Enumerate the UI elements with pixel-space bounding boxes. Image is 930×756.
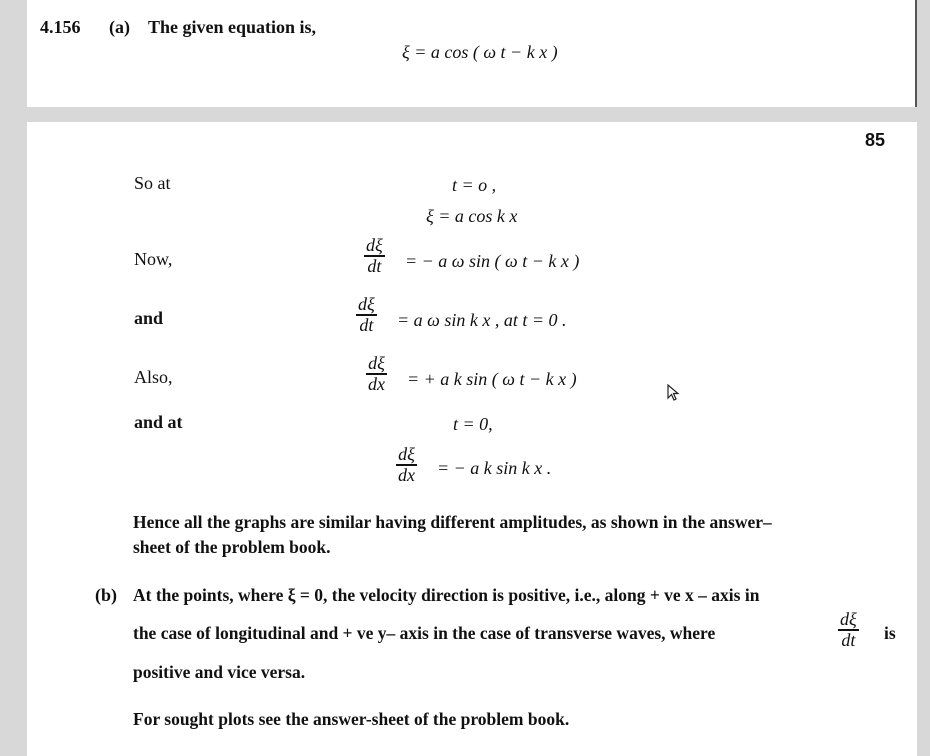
fraction-numerator: dξ bbox=[398, 444, 415, 464]
eq-t-equals-0: t = 0, bbox=[453, 414, 493, 434]
eq-dxi-dx-also: = + a k sin ( ω t − k x ) bbox=[407, 369, 577, 389]
hence-line-1: Hence all the graphs are similar having different amplitudes, as shown in the answer– bbox=[133, 512, 772, 532]
main-page bbox=[27, 122, 917, 756]
eq-t-equals-o: t = o , bbox=[452, 175, 497, 195]
given-equation: ξ = a cos ( ω t − k x ) bbox=[402, 42, 558, 62]
fraction-denominator: dt bbox=[359, 314, 374, 335]
fraction-numerator: dξ bbox=[368, 353, 385, 373]
top-page bbox=[27, 0, 917, 107]
eq-dxi-dt-at-t0: = a ω sin k x , at t = 0 . bbox=[397, 310, 567, 330]
part-b-line-2: the case of longitudinal and + ve y– axis in the case of transverse waves, where bbox=[133, 623, 716, 643]
fraction-dxi-dt bbox=[356, 295, 377, 335]
part-b-label: (b) bbox=[95, 585, 117, 605]
label-and-at: and at bbox=[134, 412, 183, 432]
part-b-line-2-end: is bbox=[884, 623, 896, 643]
fraction-numerator: dξ bbox=[358, 294, 375, 314]
fraction-dxi-dt bbox=[364, 236, 385, 276]
eq-dxi-dx-at-t0: = − a k sin k x . bbox=[437, 458, 552, 478]
fraction-dxi-dx bbox=[396, 445, 417, 485]
label-also: Also, bbox=[134, 367, 173, 387]
fraction-denominator: dx bbox=[368, 373, 385, 394]
fraction-denominator: dt bbox=[841, 629, 856, 650]
intro-text: The given equation is, bbox=[148, 17, 317, 37]
part-b-line-1: At the points, where ξ = 0, the velocity direction is positive, i.e., along + ve x – axis in bbox=[133, 585, 760, 605]
mouse-pointer-icon bbox=[667, 384, 681, 402]
fraction-dxi-dx bbox=[366, 354, 387, 394]
fraction-dxi-dt bbox=[838, 610, 859, 650]
label-so-at: So at bbox=[134, 173, 171, 193]
label-now: Now, bbox=[134, 249, 173, 269]
fraction-numerator: dξ bbox=[840, 609, 857, 629]
fraction-denominator: dt bbox=[367, 255, 382, 276]
part-b-line-3: positive and vice versa. bbox=[133, 662, 306, 682]
problem-number: 4.156 bbox=[40, 17, 81, 37]
eq-dxi-dt-now: = − a ω sin ( ω t − k x ) bbox=[405, 251, 580, 271]
part-b-line-4: For sought plots see the answer-sheet of the problem book. bbox=[133, 709, 570, 729]
hence-line-2: sheet of the problem book. bbox=[133, 537, 331, 557]
label-and: and bbox=[134, 308, 164, 328]
eq-xi-a-cos-kx: ξ = a cos k x bbox=[426, 206, 518, 226]
fraction-numerator: dξ bbox=[366, 235, 383, 255]
page-number: 85 bbox=[865, 130, 886, 150]
part-a-label: (a) bbox=[109, 17, 130, 37]
fraction-denominator: dx bbox=[398, 464, 415, 485]
